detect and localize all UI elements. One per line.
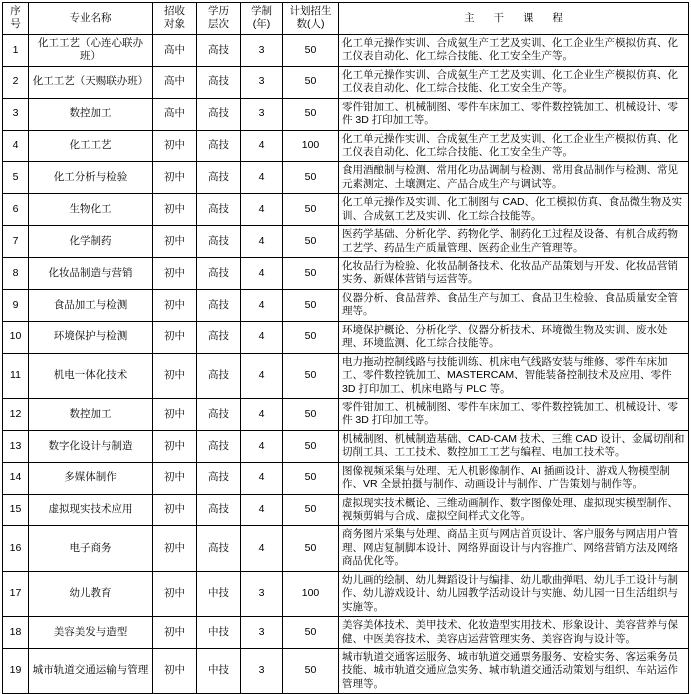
row-plan: 50 — [283, 162, 339, 194]
row-index: 14 — [3, 462, 29, 494]
row-years: 3 — [241, 34, 283, 66]
row-index: 5 — [3, 162, 29, 194]
row-index: 16 — [3, 526, 29, 571]
row-courses: 美容美体技术、美甲技术、化妆造型实用技术、形象设计、美容营养与保健、中医美容技术、美容店运营管理实务、美容咨询与设计等。 — [339, 617, 689, 649]
row-edu-level: 中技 — [197, 648, 241, 693]
row-index: 3 — [3, 98, 29, 130]
row-courses: 图像视频采集与处理、无人机影像制作、AI 插画设计、游戏人物模型制作、VR 全景拍摄与制作、动画设计与制作、广告策划与制作等。 — [339, 462, 689, 494]
row-edu-level: 高技 — [197, 66, 241, 98]
row-major-name: 化妆品制造与营销 — [29, 258, 153, 290]
row-edu-level: 高技 — [197, 430, 241, 462]
header-edu-level — [197, 3, 241, 35]
table-row — [3, 462, 689, 494]
row-edu-level: 高技 — [197, 321, 241, 353]
header-years — [241, 3, 283, 35]
row-index: 13 — [3, 430, 29, 462]
row-index: 15 — [3, 494, 29, 526]
row-courses: 幼儿画的绘制、幼儿舞蹈设计与编排、幼儿歌曲弹唱、幼儿手工设计与制作、幼儿游戏设计、幼儿园教学活动设计与实施、幼儿园一日生活组织与实施等。 — [339, 571, 689, 616]
header-major-name: 专业名称 — [29, 3, 153, 35]
row-years: 4 — [241, 258, 283, 290]
row-recruit-object: 初中 — [153, 571, 197, 616]
row-major-name: 生物化工 — [29, 194, 153, 226]
row-years: 4 — [241, 494, 283, 526]
row-years: 3 — [241, 571, 283, 616]
row-courses: 食用酒酿制与检测、常用化功品调制与检测、常用食品制作与检测、常见元素测定、土壤测定、产品合成生产与调试等。 — [339, 162, 689, 194]
row-edu-level: 中技 — [197, 571, 241, 616]
row-recruit-object: 初中 — [153, 353, 197, 398]
row-courses: 医药学基础、分析化学、药物化学、制药化工过程及设备、有机合成药物工艺学、药品生产质量管理、医药企业生产管理等。 — [339, 226, 689, 258]
row-index: 4 — [3, 130, 29, 162]
table-row — [3, 617, 689, 649]
row-index: 2 — [3, 66, 29, 98]
row-courses: 机械制图、机械制造基础、CAD-CAM 技术、三维 CAD 设计、金属切削和切削工具、工工技术、数控加工工艺与编程、电加工技术等。 — [339, 430, 689, 462]
header-index-line1: 序号 — [10, 5, 21, 31]
row-courses: 零件钳加工、机械制图、零件车床加工、零件数控铣加工、机械设计、零件 3D 打印加工等。 — [339, 98, 689, 130]
table-row — [3, 194, 689, 226]
row-years: 3 — [241, 648, 283, 693]
row-index: 9 — [3, 289, 29, 321]
row-index: 18 — [3, 617, 29, 649]
row-years: 4 — [241, 398, 283, 430]
row-major-name: 化学制药 — [29, 226, 153, 258]
row-recruit-object: 高中 — [153, 98, 197, 130]
table-row — [3, 398, 689, 430]
row-major-name: 电子商务 — [29, 526, 153, 571]
row-plan: 100 — [283, 571, 339, 616]
row-courses: 化工单元操作实训、合成氨生产工艺及实训、化工企业生产模拟仿真、化工仪表自动化、化工综合技能、化工安全生产等。 — [339, 34, 689, 66]
table-row — [3, 353, 689, 398]
table-row — [3, 494, 689, 526]
row-plan: 50 — [283, 226, 339, 258]
row-plan: 50 — [283, 648, 339, 693]
row-plan: 50 — [283, 66, 339, 98]
row-years: 4 — [241, 226, 283, 258]
row-years: 3 — [241, 66, 283, 98]
row-plan: 50 — [283, 494, 339, 526]
row-courses: 商务图片采集与处理、商品主页与网店首页设计、客户服务与网店用户管理、网店复制脚本设计、网络界面设计与内容推广、网络营销方法及网络商品优化等。 — [339, 526, 689, 571]
row-plan: 50 — [283, 526, 339, 571]
header-edu-level-line1: 学历 — [208, 5, 229, 17]
row-major-name: 机电一体化技术 — [29, 353, 153, 398]
row-plan: 50 — [283, 321, 339, 353]
row-years: 3 — [241, 98, 283, 130]
row-index: 7 — [3, 226, 29, 258]
row-edu-level: 高技 — [197, 353, 241, 398]
row-recruit-object: 初中 — [153, 462, 197, 494]
row-recruit-object: 初中 — [153, 162, 197, 194]
row-years: 4 — [241, 526, 283, 571]
row-major-name: 数控加工 — [29, 98, 153, 130]
row-years: 4 — [241, 430, 283, 462]
row-recruit-object: 初中 — [153, 226, 197, 258]
table-row — [3, 98, 689, 130]
major-table — [2, 2, 689, 694]
row-edu-level: 高技 — [197, 398, 241, 430]
table-row — [3, 130, 689, 162]
row-recruit-object: 初中 — [153, 398, 197, 430]
table-row — [3, 321, 689, 353]
row-major-name: 化工工艺 — [29, 130, 153, 162]
row-major-name: 数字化设计与制造 — [29, 430, 153, 462]
row-edu-level: 高技 — [197, 494, 241, 526]
row-edu-level: 高技 — [197, 98, 241, 130]
row-years: 3 — [241, 617, 283, 649]
row-index: 6 — [3, 194, 29, 226]
row-major-name: 化工分析与检验 — [29, 162, 153, 194]
row-major-name: 化工工艺（天赐联办班） — [29, 66, 153, 98]
header-plan — [283, 3, 339, 35]
row-major-name: 环境保护与检测 — [29, 321, 153, 353]
row-major-name: 数控加工 — [29, 398, 153, 430]
row-major-name: 食品加工与检测 — [29, 289, 153, 321]
row-recruit-object: 高中 — [153, 66, 197, 98]
header-recruit-object — [153, 3, 197, 35]
row-courses: 电力拖动控制线路与技能训练、机床电气线路安装与维修、零件车床加工、零件数控铣加工、MASTERCAM、智能装备控制技术及应用、零件 3D 打印加工、机床电路与 PLC 等。 — [339, 353, 689, 398]
table-body — [3, 34, 689, 693]
row-courses: 虚拟现实技术概论、三维动画制作、数字图像处理、虚拟现实模型制作、视频剪辑与合成、虚拟空间样式文化等。 — [339, 494, 689, 526]
row-index: 17 — [3, 571, 29, 616]
header-recruit-object-line2: 对象 — [164, 18, 185, 31]
table-row — [3, 226, 689, 258]
row-courses: 仪器分析、食品营养、食品生产与加工、食品卫生检验、食品质量安全管理等。 — [339, 289, 689, 321]
row-major-name: 城市轨道交通运输与管理 — [29, 648, 153, 693]
table-row — [3, 571, 689, 616]
header-years-line1: 学制 — [251, 5, 272, 17]
row-years: 4 — [241, 289, 283, 321]
row-years: 4 — [241, 130, 283, 162]
row-edu-level: 高技 — [197, 289, 241, 321]
row-recruit-object: 初中 — [153, 194, 197, 226]
row-edu-level: 高技 — [197, 194, 241, 226]
table-row — [3, 526, 689, 571]
row-plan: 50 — [283, 98, 339, 130]
row-recruit-object: 初中 — [153, 617, 197, 649]
row-recruit-object: 初中 — [153, 648, 197, 693]
row-recruit-object: 初中 — [153, 430, 197, 462]
row-years: 4 — [241, 321, 283, 353]
row-edu-level: 高技 — [197, 34, 241, 66]
row-index: 11 — [3, 353, 29, 398]
row-plan: 50 — [283, 353, 339, 398]
row-plan: 100 — [283, 130, 339, 162]
row-edu-level: 高技 — [197, 162, 241, 194]
header-recruit-object-line1: 招收 — [164, 5, 185, 17]
header-plan-line2: 数(人) — [296, 18, 325, 31]
row-major-name: 多媒体制作 — [29, 462, 153, 494]
row-index: 10 — [3, 321, 29, 353]
row-recruit-object: 初中 — [153, 494, 197, 526]
table-row — [3, 430, 689, 462]
table-row — [3, 648, 689, 693]
row-recruit-object: 初中 — [153, 526, 197, 571]
row-courses: 城市轨道交通客运服务、城市轨道交通票务服务、安检实务、客运乘务员技能、城市轨道交通应急实务、城市轨道交通活动策划与组织、车站运作管理等。 — [339, 648, 689, 693]
row-major-name: 美容美发与造型 — [29, 617, 153, 649]
row-edu-level: 高技 — [197, 258, 241, 290]
row-plan: 50 — [283, 194, 339, 226]
row-edu-level: 高技 — [197, 462, 241, 494]
row-index: 19 — [3, 648, 29, 693]
row-edu-level: 高技 — [197, 226, 241, 258]
row-years: 4 — [241, 162, 283, 194]
header-index — [3, 3, 29, 35]
table-row — [3, 66, 689, 98]
row-plan: 50 — [283, 462, 339, 494]
row-plan: 50 — [283, 258, 339, 290]
row-courses: 化工单元操作实训、合成氨生产工艺及实训、化工企业生产模拟仿真、化工仪表自动化、化工综合技能、化工安全生产等。 — [339, 130, 689, 162]
row-years: 4 — [241, 353, 283, 398]
row-edu-level: 中技 — [197, 617, 241, 649]
major-catalog-page — [0, 2, 691, 690]
row-courses: 环境保护概论、分析化学、仪器分析技术、环境微生物及实训、废水处理、环境监测、化工综合技能等。 — [339, 321, 689, 353]
row-years: 4 — [241, 462, 283, 494]
row-major-name: 虚拟现实技术应用 — [29, 494, 153, 526]
row-recruit-object: 高中 — [153, 34, 197, 66]
row-courses: 零件钳加工、机械制图、零件车床加工、零件数控铣加工、机械设计、零件 3D 打印加工等。 — [339, 398, 689, 430]
header-courses: 主 干 课 程 — [339, 3, 689, 35]
row-plan: 50 — [283, 430, 339, 462]
row-plan: 50 — [283, 398, 339, 430]
table-row — [3, 289, 689, 321]
row-index: 8 — [3, 258, 29, 290]
header-edu-level-line2: 层次 — [208, 18, 229, 31]
table-header — [3, 3, 689, 35]
row-index: 1 — [3, 34, 29, 66]
row-courses: 化工单元操作实训、合成氨生产工艺及实训、化工企业生产模拟仿真、化工仪表自动化、化工综合技能、化工安全生产等。 — [339, 66, 689, 98]
row-plan: 50 — [283, 617, 339, 649]
row-courses: 化工单元操作及实训、化工制图与 CAD、化工模拟仿真、食品微生物及实训、合成氨工艺及实训、化工综合技能等。 — [339, 194, 689, 226]
table-row — [3, 258, 689, 290]
row-plan: 50 — [283, 289, 339, 321]
row-recruit-object: 初中 — [153, 321, 197, 353]
table-row — [3, 34, 689, 66]
row-edu-level: 高技 — [197, 526, 241, 571]
table-header-row — [3, 3, 689, 35]
table-row — [3, 162, 689, 194]
row-edu-level: 高技 — [197, 130, 241, 162]
row-major-name: 化工工艺（心连心联办班） — [29, 34, 153, 66]
row-index: 12 — [3, 398, 29, 430]
row-plan: 50 — [283, 34, 339, 66]
row-recruit-object: 初中 — [153, 258, 197, 290]
row-courses: 化妆品行为检验、化妆品制备技术、化妆品产品策划与开发、化妆品营销实务、新媒体营销与运营等。 — [339, 258, 689, 290]
row-major-name: 幼儿教育 — [29, 571, 153, 616]
row-years: 4 — [241, 194, 283, 226]
row-recruit-object: 初中 — [153, 289, 197, 321]
row-recruit-object: 初中 — [153, 130, 197, 162]
header-years-line2: (年) — [252, 18, 271, 31]
header-plan-line1: 计划招生 — [289, 5, 332, 17]
